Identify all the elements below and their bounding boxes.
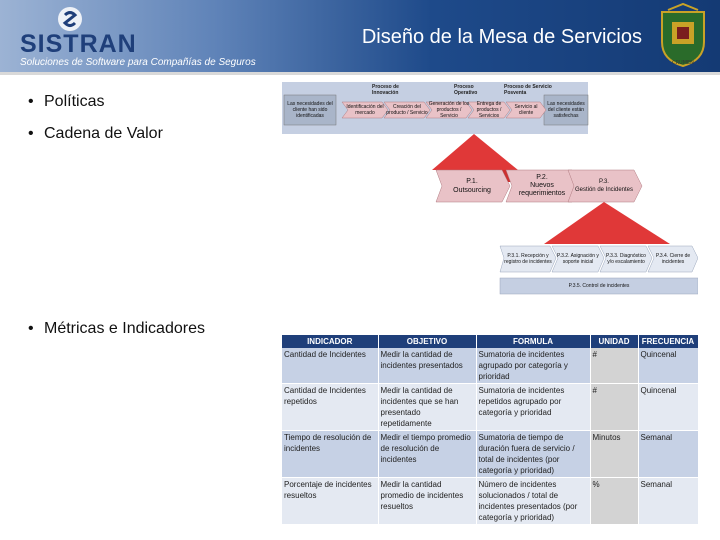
bullet-dot: • [28,125,34,142]
sub-step: P.3.2. Asignación y soporte inicial [557,253,599,265]
table-row [282,431,698,478]
header-frecuencia: FRECUENCIA [638,335,698,348]
cell-frecuencia: Quincenal [638,384,698,431]
cell-formula: Sumatoria de incidentes agrupado por categoría y prioridad [476,348,590,384]
cell-formula: Sumatoria de incidentes repetidos agrupado por categoría y prioridad [476,384,590,431]
process-header: Proceso de Servicio Posventa [504,84,552,96]
cell-unidad: % [590,478,638,525]
cell-objetivo: Medir el tiempo promedio de resolución de incidentes [378,431,476,478]
chain-step: Creación del producto / Servicio [386,104,428,116]
bullet-text: Cadena de Valor [44,125,163,142]
cell-indicador: Porcentaje de incidentes resueltos [282,478,378,525]
sub-step: P.3.3. Diagnóstico y/o escalamiento [606,253,646,265]
cell-formula: Número de incidentes solucionados / total de incidentes presentados (por categoría y prioridad) [476,478,590,525]
cell-unidad: Minutos [590,431,638,478]
p-step-label: Nuevos requerimientos [518,182,566,197]
logo-text: SISTRAN [20,30,137,58]
slide-title: Diseño de la Mesa de Servicios [361,26,642,48]
cell-indicador: Cantidad de Incidentes repetidos [282,384,378,431]
table-row [282,348,698,384]
sub-step: P.3.1. Recepción y registro de incidentes [504,253,552,265]
cell-objetivo: Medir la cantidad promedio de incidentes resueltos [378,478,476,525]
crest-label: CRUMEN [672,60,694,66]
cell-frecuencia: Semanal [638,478,698,525]
p-step-label: Gestión de Incidentes [574,187,634,193]
table-row [282,384,698,431]
metrics-table [282,335,698,525]
process-header: Proceso Operativo [454,84,478,96]
header-objetivo: OBJETIVO [378,335,476,348]
chain-step: Entrega de productos / Servicios [476,101,502,119]
cell-indicador: Cantidad de Incidentes [282,348,378,384]
cell-frecuencia: Quincenal [638,348,698,384]
chain-step: Generación de los productos / Servicio [428,101,470,119]
cell-unidad: # [590,384,638,431]
header-divider [0,72,720,75]
red-triangle-lower [544,202,670,244]
cell-unidad: # [590,348,638,384]
bullet-text: Métricas e Indicadores [44,320,205,337]
p-step-nuevos-requerimientos [512,172,572,200]
chain-step: Identificación del mercado [346,104,384,116]
sistran-logo-icon [56,5,84,33]
needs-right-label: Las necesidades del cliente están satisfechas [547,101,585,119]
p-step-code: P.1. [466,178,478,185]
p-step-code: P.2. [536,174,548,181]
header-indicador: INDICADOR [282,335,378,348]
header-formula: FORMULA [476,335,590,348]
control-bar-label: P.3.5. Control de incidentes [568,283,630,289]
red-triangle-upper [432,134,518,170]
value-chain-diagram [282,82,698,296]
bullet-text: Políticas [44,93,105,110]
cell-objetivo: Medir la cantidad de incidentes presentados [378,348,476,384]
cell-objetivo: Medir la cantidad de incidentes que se han presentado repetidamente [378,384,476,431]
bullet-cadena-valor [28,125,163,143]
bullet-metricas [28,320,205,338]
p-step-label: Outsourcing [453,187,491,194]
cell-formula: Sumatoria de tiempo de duración fuera de servicio / total de incidentes (por categoría y prioridad) [476,431,590,478]
p-step-gestion-incidentes [574,172,634,200]
chain-step: Servicio al cliente [514,104,538,116]
p-step-outsourcing [442,172,502,200]
p-step-code: P.3. [599,179,609,185]
bullet-dot: • [28,93,34,110]
cell-indicador: Tiempo de resolución de incidentes [282,431,378,478]
needs-left-label: Las necesidades del cliente han sido identificadas [287,101,333,119]
university-crest-icon [654,2,712,70]
table-row [282,478,698,525]
table-header-row [282,335,698,348]
logo-subtitle: Soluciones de Software para Compañías de Seguros [20,57,256,68]
process-header: Proceso de Innovación [372,84,399,96]
header-unidad: UNIDAD [590,335,638,348]
sub-step: P.3.4. Cierre de incidentes [655,253,691,265]
cell-frecuencia: Semanal [638,431,698,478]
bullet-politicas [28,93,104,111]
bullet-dot: • [28,320,34,337]
